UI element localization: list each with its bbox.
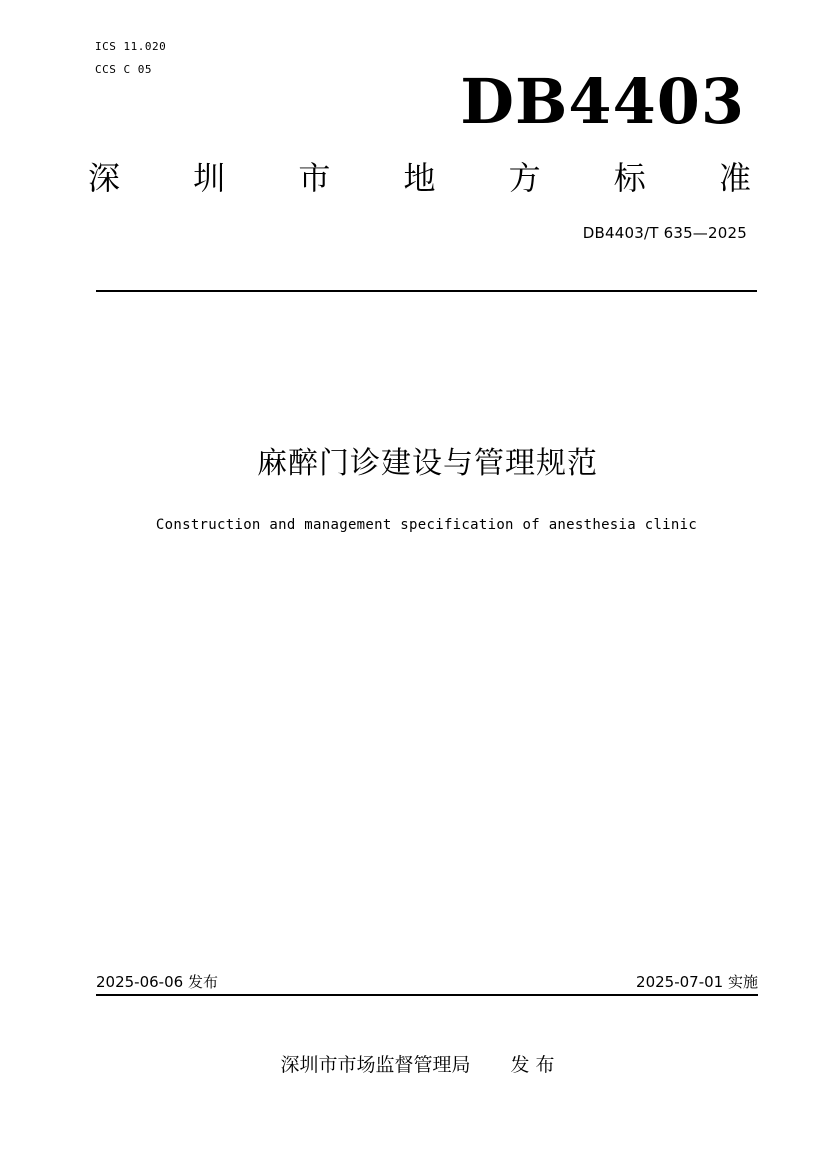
standard-category	[88, 156, 751, 200]
document-title-english: Construction and management specification of anesthesia clinic	[155, 517, 698, 533]
publisher-name: 深圳市市场监督管理局	[280, 1054, 471, 1076]
implementation-date: 2025-07-01 实施	[636, 973, 758, 991]
ccs-code: CCS C 05	[95, 63, 152, 76]
ics-code: ICS 11.020	[95, 40, 167, 53]
category-char: 市	[298, 159, 331, 197]
issue-date: 2025-06-06 发布	[96, 973, 218, 991]
category-char: 方	[508, 159, 541, 197]
category-char: 地	[403, 159, 436, 197]
category-char: 标	[613, 159, 646, 197]
document-title-chinese: 麻醉门诊建设与管理规范	[257, 446, 598, 481]
top-divider	[96, 290, 757, 292]
category-char: 准	[718, 159, 751, 197]
category-char: 圳	[193, 159, 226, 197]
publisher-line	[0, 1052, 815, 1078]
category-char: 深	[88, 159, 121, 197]
standard-code-large: DB4403	[460, 65, 745, 138]
bottom-divider	[96, 994, 758, 996]
publish-action: 发 布	[510, 1054, 555, 1076]
standard-number: DB4403/T 635—2025	[582, 224, 747, 242]
